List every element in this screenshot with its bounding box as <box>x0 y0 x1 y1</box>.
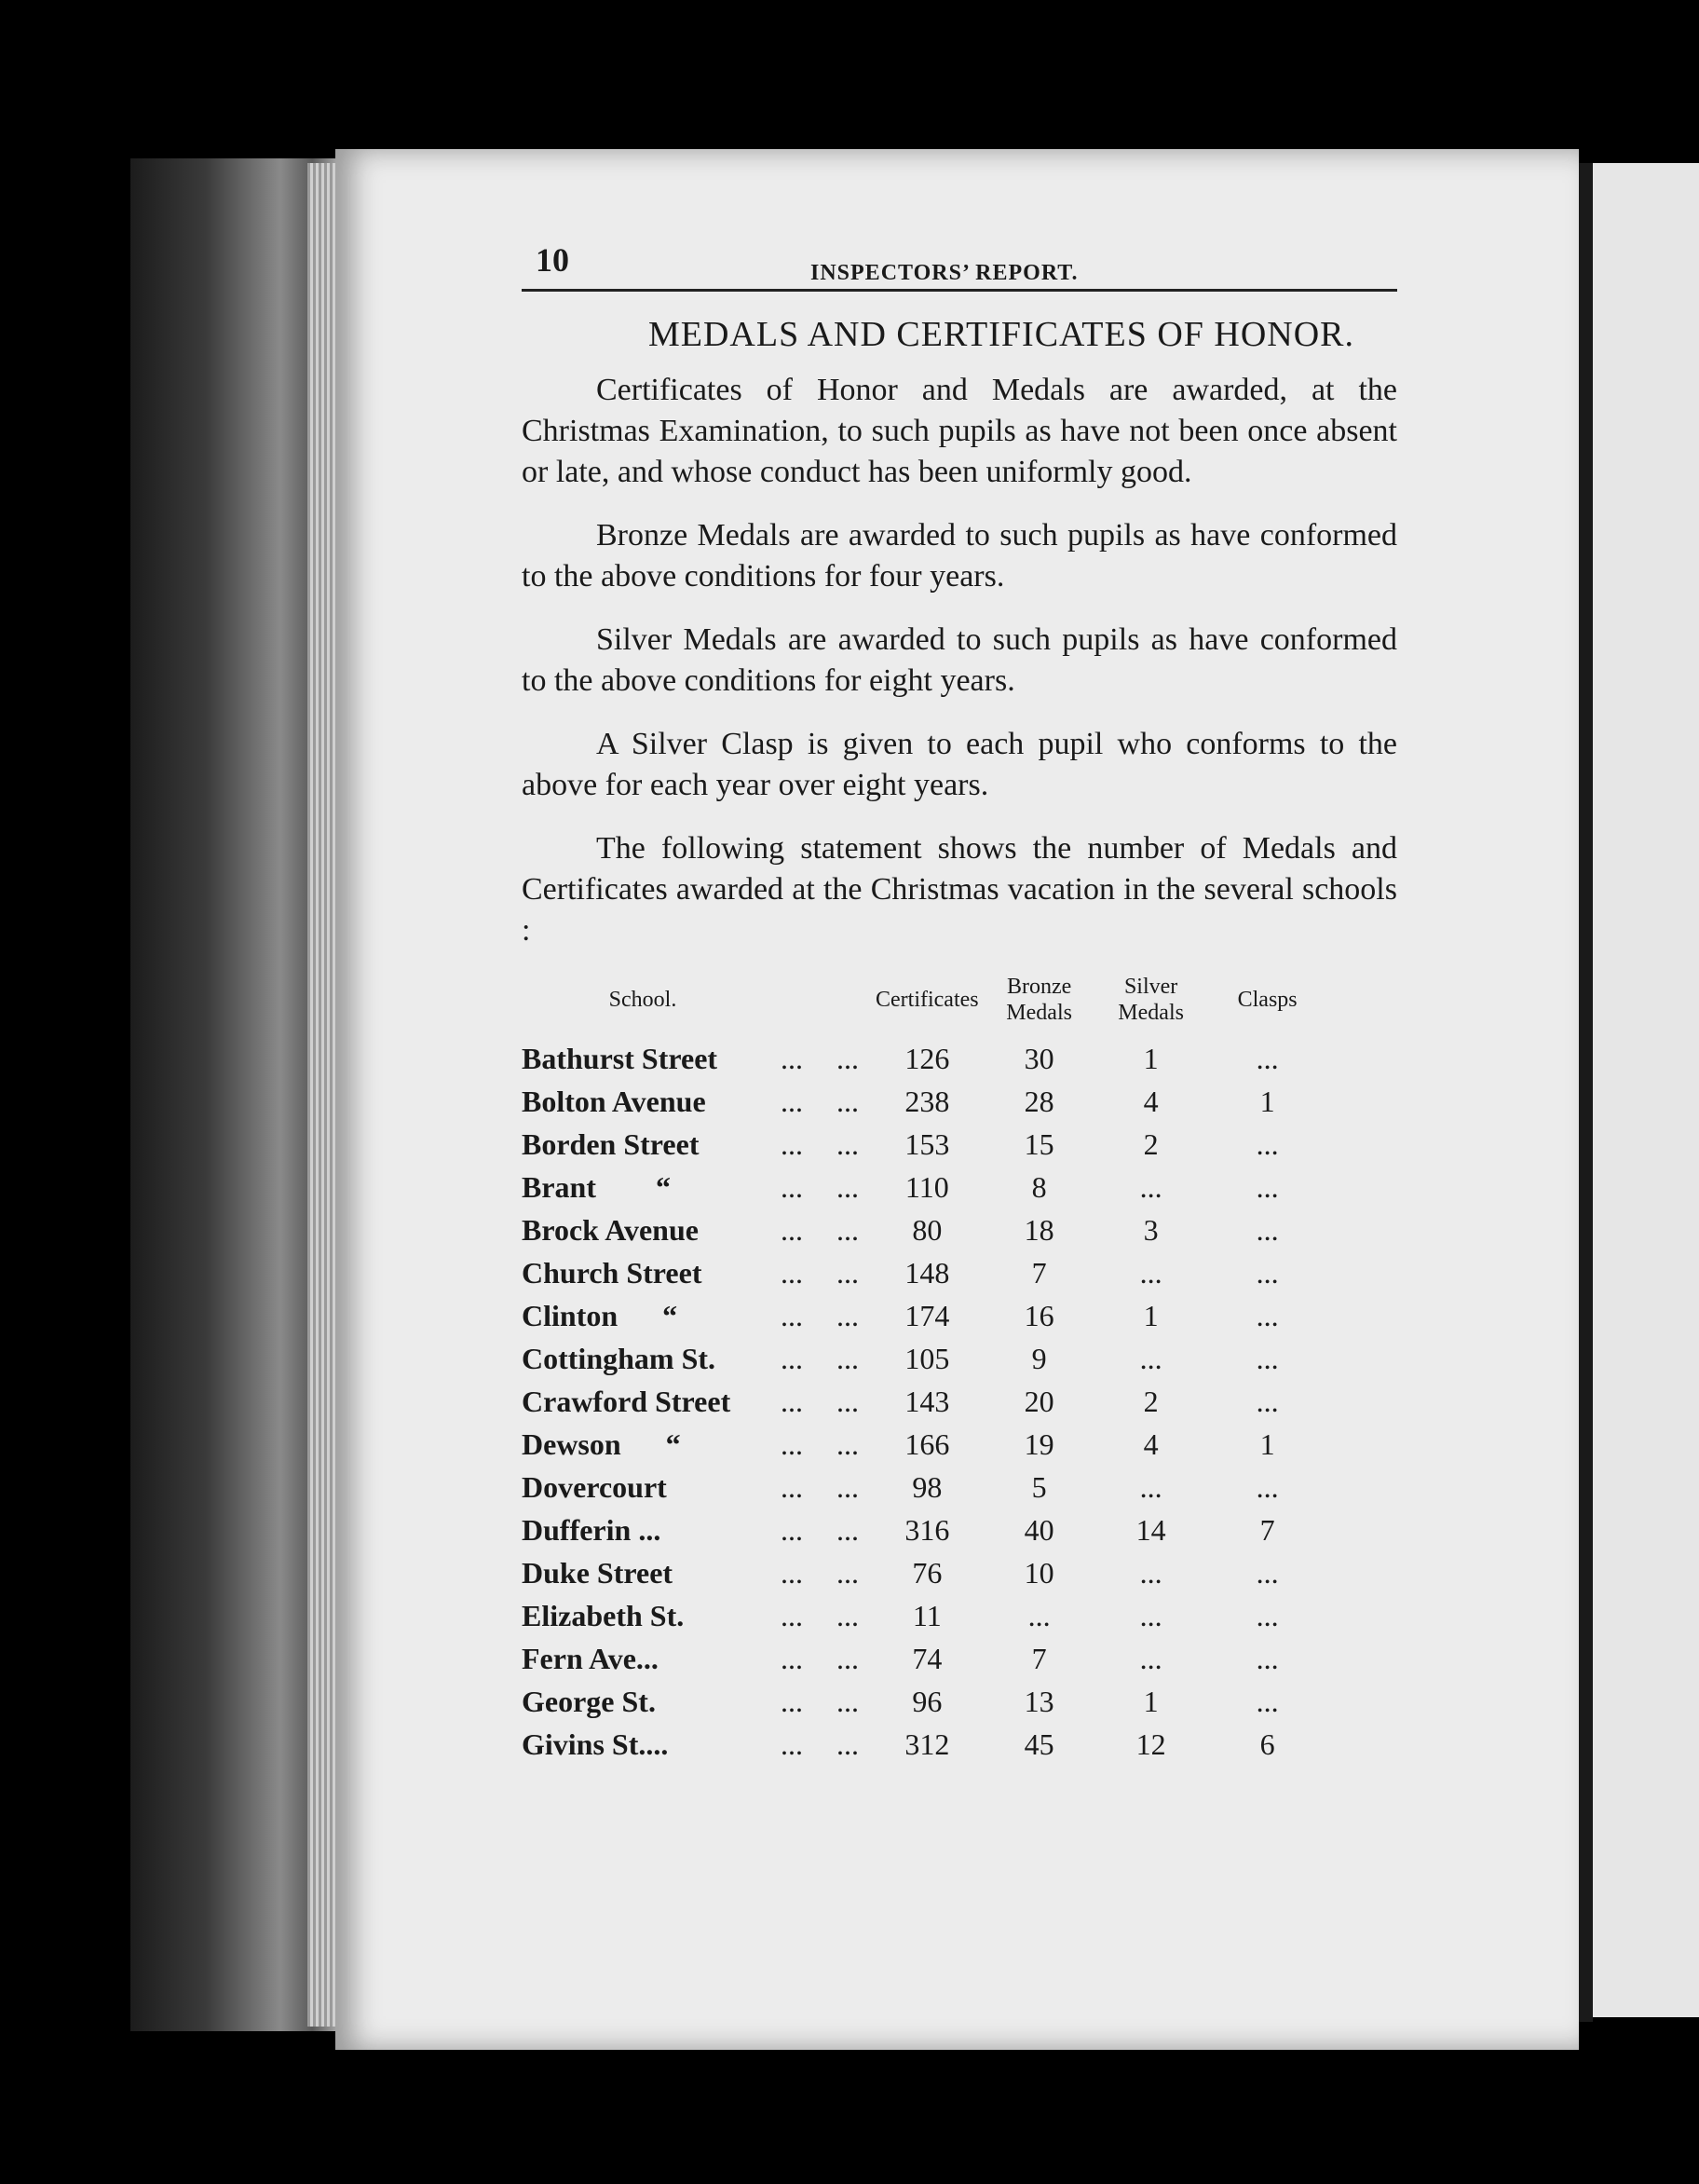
bronze-value: 13 <box>1024 1684 1054 1718</box>
paragraph-bronze: Bronze Medals are awarded to such pupils as have conformed to the above conditions for four years. <box>522 518 1397 594</box>
school-name: Church Street <box>522 1255 702 1290</box>
school-name: Bathurst Street <box>522 1041 718 1075</box>
table-row <box>522 1380 1333 1423</box>
certificates-value: 174 <box>904 1298 950 1332</box>
table-header-row <box>522 974 1333 1037</box>
header-clasps: Clasps <box>1237 988 1298 1012</box>
silver-value: ... <box>1139 1598 1162 1632</box>
clasps-value: 1 <box>1259 1084 1275 1118</box>
table-row <box>522 1166 1333 1208</box>
certificates-value: 312 <box>904 1727 950 1761</box>
leader-dots: ... <box>781 1598 803 1632</box>
bronze-value: 15 <box>1024 1126 1054 1161</box>
leader-dots: ... <box>836 1169 859 1204</box>
leader-dots: ... <box>836 1255 859 1290</box>
certificates-value: 316 <box>904 1512 950 1547</box>
leader-dots: ... <box>836 1598 859 1632</box>
silver-value: 1 <box>1143 1684 1159 1718</box>
leader-dots: ... <box>836 1426 859 1461</box>
leader-dots: ... <box>781 1169 803 1204</box>
silver-value: ... <box>1139 1641 1162 1675</box>
bronze-value: 45 <box>1024 1727 1054 1761</box>
leader-dots: ... <box>836 1341 859 1375</box>
school-name: Crawford Street <box>522 1384 731 1418</box>
school-name: Dufferin ... <box>522 1512 661 1547</box>
header-silver-medals <box>1100 974 1203 1037</box>
certificates-value: 166 <box>904 1426 950 1461</box>
school-name: Clinton “ <box>522 1298 678 1332</box>
bronze-value: 18 <box>1024 1212 1054 1247</box>
silver-value: 3 <box>1143 1212 1159 1247</box>
leader-dots: ... <box>781 1298 803 1332</box>
leader-dots: ... <box>781 1426 803 1461</box>
page-number: 10 <box>536 241 569 279</box>
leader-dots: ... <box>836 1384 859 1418</box>
header-school: School. <box>608 988 677 1012</box>
leader-dots: ... <box>781 1727 803 1761</box>
school-name: Fern Ave... <box>522 1641 659 1675</box>
bronze-value: 20 <box>1024 1384 1054 1418</box>
leader-dots: ... <box>836 1084 859 1118</box>
clasps-value: 6 <box>1259 1727 1275 1761</box>
silver-value: ... <box>1139 1555 1162 1590</box>
table-row <box>522 1123 1333 1166</box>
leader-dots: ... <box>836 1512 859 1547</box>
clasps-value: ... <box>1256 1169 1279 1204</box>
header-silver-line2: Medals <box>1118 1001 1184 1025</box>
header-spacer <box>764 974 820 1037</box>
school-name: Dewson “ <box>522 1426 681 1461</box>
page-content <box>522 233 1397 1766</box>
medals-table <box>522 974 1333 1766</box>
bronze-value: 16 <box>1024 1298 1054 1332</box>
certificates-value: 105 <box>904 1341 950 1375</box>
certificates-value: 153 <box>904 1126 950 1161</box>
bronze-value: 7 <box>1031 1641 1047 1675</box>
table-row <box>522 1251 1333 1294</box>
leader-dots: ... <box>836 1298 859 1332</box>
paragraph-statement: The following statement shows the number of Medals and Certificates awarded at the Christmas vacation in the several schools : <box>522 831 1397 948</box>
bronze-value: 9 <box>1031 1341 1047 1375</box>
leader-dots: ... <box>781 1684 803 1718</box>
silver-value: 2 <box>1143 1126 1159 1161</box>
running-head-title: INSPECTORS’ REPORT. <box>810 261 1079 285</box>
leader-dots: ... <box>781 1126 803 1161</box>
paragraph-eligibility: Certificates of Honor and Medals are awarded, at the Christmas Examination, to such pupils as have not been once absent or late, and whose conduct has been uniformly good. <box>522 373 1397 489</box>
section-title: MEDALS AND CERTIFICATES OF HONOR. <box>647 315 1355 354</box>
paragraph-clasp: A Silver Clasp is given to each pupil who conforms to the above for each year over eight years. <box>522 727 1397 802</box>
clasps-value: ... <box>1256 1341 1279 1375</box>
leader-dots: ... <box>781 1555 803 1590</box>
silver-value: 1 <box>1143 1041 1159 1075</box>
header-silver-line1: Silver <box>1123 975 1178 999</box>
certificates-value: 76 <box>912 1555 943 1590</box>
clasps-value: ... <box>1256 1126 1279 1161</box>
certificates-value: 143 <box>904 1384 950 1418</box>
leader-dots: ... <box>836 1555 859 1590</box>
clasps-value: ... <box>1256 1298 1279 1332</box>
leader-dots: ... <box>836 1727 859 1761</box>
bronze-value: 19 <box>1024 1426 1054 1461</box>
clasps-value: ... <box>1256 1041 1279 1075</box>
clasps-value: ... <box>1256 1212 1279 1247</box>
bronze-value: 5 <box>1031 1469 1047 1504</box>
school-name: George St. <box>522 1684 656 1718</box>
leader-dots: ... <box>781 1641 803 1675</box>
leader-dots: ... <box>836 1469 859 1504</box>
clasps-value: ... <box>1256 1684 1279 1718</box>
silver-value: ... <box>1139 1469 1162 1504</box>
table-row <box>522 1337 1333 1380</box>
school-name: Borden Street <box>522 1126 700 1161</box>
leader-dots: ... <box>781 1469 803 1504</box>
leader-dots: ... <box>781 1084 803 1118</box>
clasps-value: ... <box>1256 1255 1279 1290</box>
bronze-value: 30 <box>1024 1041 1054 1075</box>
table-row <box>522 1508 1333 1551</box>
table-row <box>522 1080 1333 1123</box>
silver-value: 12 <box>1135 1727 1166 1761</box>
leader-dots: ... <box>836 1641 859 1675</box>
silver-value: 1 <box>1143 1298 1159 1332</box>
silver-value: 4 <box>1143 1084 1159 1118</box>
silver-value: ... <box>1139 1255 1162 1290</box>
header-bronze-medals <box>979 974 1100 1037</box>
clasps-value: 7 <box>1259 1512 1275 1547</box>
table-row <box>522 1423 1333 1466</box>
leader-dots: ... <box>781 1041 803 1075</box>
table-row <box>522 1037 1333 1080</box>
silver-value: ... <box>1139 1341 1162 1375</box>
table-row <box>522 1294 1333 1337</box>
bronze-value: 40 <box>1024 1512 1054 1547</box>
certificates-value: 96 <box>912 1684 943 1718</box>
table-row <box>522 1208 1333 1251</box>
table-row <box>522 1637 1333 1680</box>
leader-dots: ... <box>781 1212 803 1247</box>
header-spacer <box>820 974 876 1037</box>
certificates-value: 148 <box>904 1255 950 1290</box>
header-certificates: Certificates <box>876 988 979 1012</box>
clasps-value: 1 <box>1259 1426 1275 1461</box>
paragraph-silver: Silver Medals are awarded to such pupils as have conformed to the above conditions for eight years. <box>522 622 1397 698</box>
school-name: Brant “ <box>522 1169 671 1204</box>
clasps-value: ... <box>1256 1384 1279 1418</box>
silver-value: 14 <box>1135 1512 1166 1547</box>
book-gutter <box>1579 163 1593 2022</box>
bronze-value: 28 <box>1024 1084 1054 1118</box>
certificates-value: 238 <box>904 1084 950 1118</box>
certificates-value: 74 <box>912 1641 943 1675</box>
school-name: Bolton Avenue <box>522 1084 706 1118</box>
table-row <box>522 1466 1333 1508</box>
bronze-value: 10 <box>1024 1555 1054 1590</box>
leader-dots: ... <box>781 1384 803 1418</box>
silver-value: 4 <box>1143 1426 1159 1461</box>
bronze-value: 7 <box>1031 1255 1047 1290</box>
certificates-value: 80 <box>912 1212 943 1247</box>
certificates-value: 11 <box>912 1598 942 1632</box>
school-name: Cottingham St. <box>522 1341 716 1375</box>
table-row <box>522 1680 1333 1723</box>
header-bronze-line2: Medals <box>1006 1001 1072 1025</box>
certificates-value: 110 <box>904 1169 949 1204</box>
clasps-value: ... <box>1256 1598 1279 1632</box>
certificates-value: 98 <box>912 1469 943 1504</box>
school-name: Elizabeth St. <box>522 1598 685 1632</box>
leader-dots: ... <box>836 1041 859 1075</box>
leader-dots: ... <box>781 1255 803 1290</box>
leader-dots: ... <box>836 1126 859 1161</box>
school-name: Brock Avenue <box>522 1212 699 1247</box>
leader-dots: ... <box>836 1684 859 1718</box>
clasps-value: ... <box>1256 1555 1279 1590</box>
clasps-value: ... <box>1256 1641 1279 1675</box>
school-name: Dovercourt <box>522 1469 667 1504</box>
leader-dots: ... <box>836 1212 859 1247</box>
header-bronze-line1: Bronze <box>1006 975 1072 999</box>
leader-dots: ... <box>781 1512 803 1547</box>
silver-value: 2 <box>1143 1384 1159 1418</box>
right-page <box>1593 163 1699 2017</box>
silver-value: ... <box>1139 1169 1162 1204</box>
bronze-value: 8 <box>1031 1169 1047 1204</box>
bronze-value: ... <box>1027 1598 1051 1632</box>
running-head <box>522 233 1397 292</box>
certificates-value: 126 <box>904 1041 950 1075</box>
clasps-value: ... <box>1256 1469 1279 1504</box>
table-row <box>522 1594 1333 1637</box>
table-row <box>522 1551 1333 1594</box>
table-row <box>522 1723 1333 1766</box>
school-name: Duke Street <box>522 1555 673 1590</box>
leader-dots: ... <box>781 1341 803 1375</box>
school-name: Givins St.... <box>522 1727 669 1761</box>
